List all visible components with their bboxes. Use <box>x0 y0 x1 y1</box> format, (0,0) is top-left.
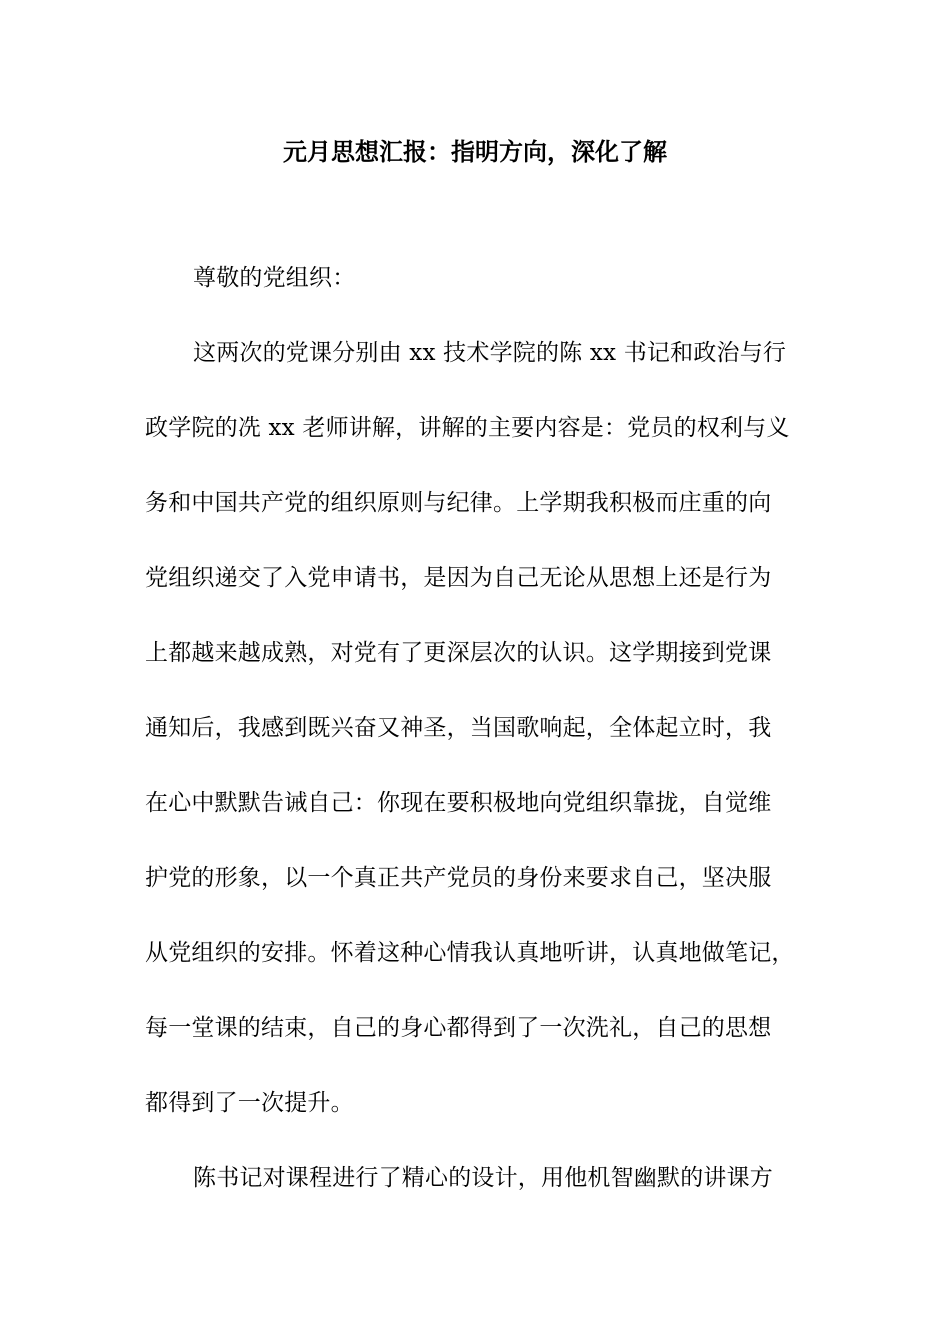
paragraph-1-line-10: 每一堂课的结束，自己的身心都得到了一次洗礼，自己的思想 <box>145 1015 772 1041</box>
paragraph-1-line-1: 这两次的党课分别由 xx 技术学院的陈 xx 书记和政治与行 <box>193 340 787 366</box>
paragraph-1-line-7: 在心中默默告诫自己：你现在要积极地向党组织靠拢，自觉维 <box>145 790 772 816</box>
paragraph-1-line-3: 务和中国共产党的组织原则与纪律。上学期我积极而庄重的向 <box>145 490 772 516</box>
document-title: 元月思想汇报：指明方向，深化了解 <box>283 138 667 166</box>
paragraph-2-line-1: 陈书记对课程进行了精心的设计，用他机智幽默的讲课方 <box>193 1165 773 1191</box>
paragraph-1-line-6: 通知后，我感到既兴奋又神圣，当国歌响起，全体起立时，我 <box>145 715 772 741</box>
paragraph-1-line-5: 上都越来越成熟，对党有了更深层次的认识。这学期接到党课 <box>145 640 772 666</box>
paragraph-1-line-2: 政学院的冼 xx 老师讲解，讲解的主要内容是：党员的权利与义 <box>145 415 790 441</box>
paragraph-1-line-9: 从党组织的安排。怀着这种心情我认真地听讲，认真地做笔记， <box>145 940 795 966</box>
paragraph-1-line-8: 护党的形象，以一个真正共产党员的身份来要求自己，坚决服 <box>145 865 772 891</box>
paragraph-1-line-4: 党组织递交了入党申请书，是因为自己无论从思想上还是行为 <box>145 565 772 591</box>
salutation-line: 尊敬的党组织： <box>193 265 356 291</box>
document-body <box>145 260 835 1235</box>
paragraph-1-line-11: 都得到了一次提升。 <box>145 1090 354 1116</box>
